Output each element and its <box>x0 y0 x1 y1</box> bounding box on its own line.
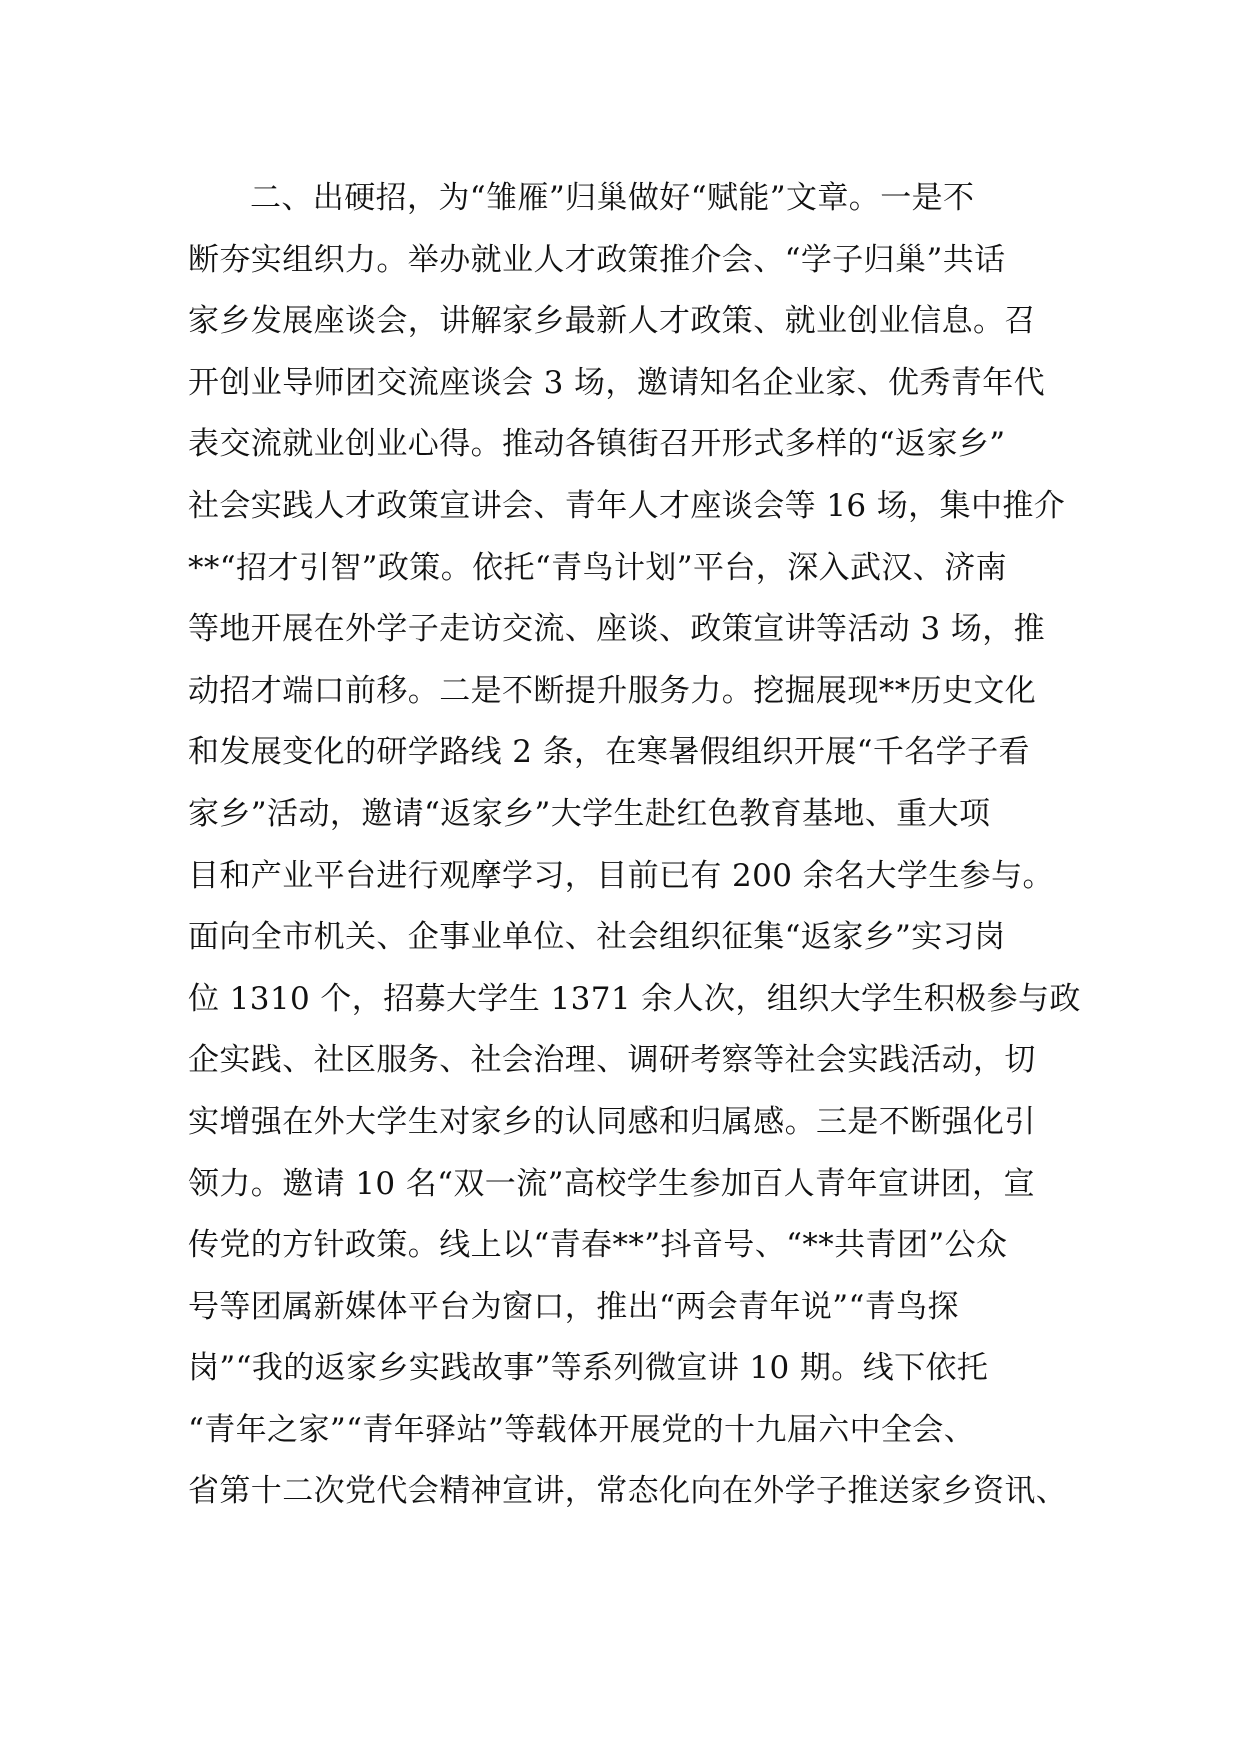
paragraph-line: 家乡”活动，邀请“返家乡”大学生赴红色教育基地、重大项 <box>188 795 991 832</box>
paragraph-line: 实增强在外大学生对家乡的认同感和归属感。三是不断强化引 <box>188 1103 1036 1140</box>
paragraph-line: 号等团属新媒体平台为窗口，推出“两会青年说”“青鸟探 <box>188 1288 959 1325</box>
paragraph-line: 企实践、社区服务、社会治理、调研考察等社会实践活动，切 <box>188 1042 1036 1079</box>
paragraph-line: 领力。邀请 10 名“双一流”高校学生参加百人青年宣讲团，宣 <box>188 1165 1035 1202</box>
paragraph-line: 目和产业平台进行观摩学习，目前已有 200 余名大学生参与。 <box>188 857 1054 894</box>
paragraph-line: 表交流就业创业心得。推动各镇街召开形式多样的“返家乡” <box>188 426 1006 463</box>
paragraph-line: 传党的方针政策。线上以“青春**”抖音号、“**共青团”公众 <box>188 1227 1008 1264</box>
paragraph-line: 位 1310 个，招募大学生 1371 余人次，组织大学生积极参与政 <box>188 980 1081 1017</box>
paragraph-line: 开创业导师团交流座谈会 3 场，邀请知名企业家、优秀青年代 <box>188 364 1046 401</box>
paragraph-line: 面向全市机关、企事业单位、社会组织征集“返家乡”实习岗 <box>188 919 1006 956</box>
paragraph-line: 等地开展在外学子走访交流、座谈、政策宣讲等活动 3 场，推 <box>188 611 1046 648</box>
paragraph-line: 家乡发展座谈会，讲解家乡最新人才政策、就业创业信息。召 <box>188 303 1036 340</box>
paragraph-line: 和发展变化的研学路线 2 条，在寒暑假组织开展“千名学子看 <box>188 734 1030 771</box>
paragraph-line: 动招才端口前移。二是不断提升服务力。挖掘展现**历史文化 <box>188 672 1037 709</box>
paragraph-line: 社会实践人才政策宣讲会、青年人才座谈会等 16 场，集中推介 <box>188 487 1066 524</box>
paragraph-line: “青年之家”“青年驿站”等载体开展党的十九届六中全会、 <box>188 1411 976 1448</box>
paragraph-line: **“招才引智”政策。依托“青鸟计划”平台，深入武汉、济南 <box>188 549 1007 586</box>
paragraph-line: 省第十二次党代会精神宣讲，常态化向在外学子推送家乡资讯、 <box>188 1473 1068 1510</box>
paragraph-line: 二、出硬招，为“雏雁”归巢做好“赋能”文章。一是不 <box>250 180 975 216</box>
body-paragraph <box>188 168 1081 1523</box>
paragraph-line: 断夯实组织力。举办就业人才政策推介会、“学子归巢”共话 <box>188 241 1006 278</box>
paragraph-line: 岗”“我的返家乡实践故事”等系列微宣讲 10 期。线下依托 <box>188 1350 989 1387</box>
